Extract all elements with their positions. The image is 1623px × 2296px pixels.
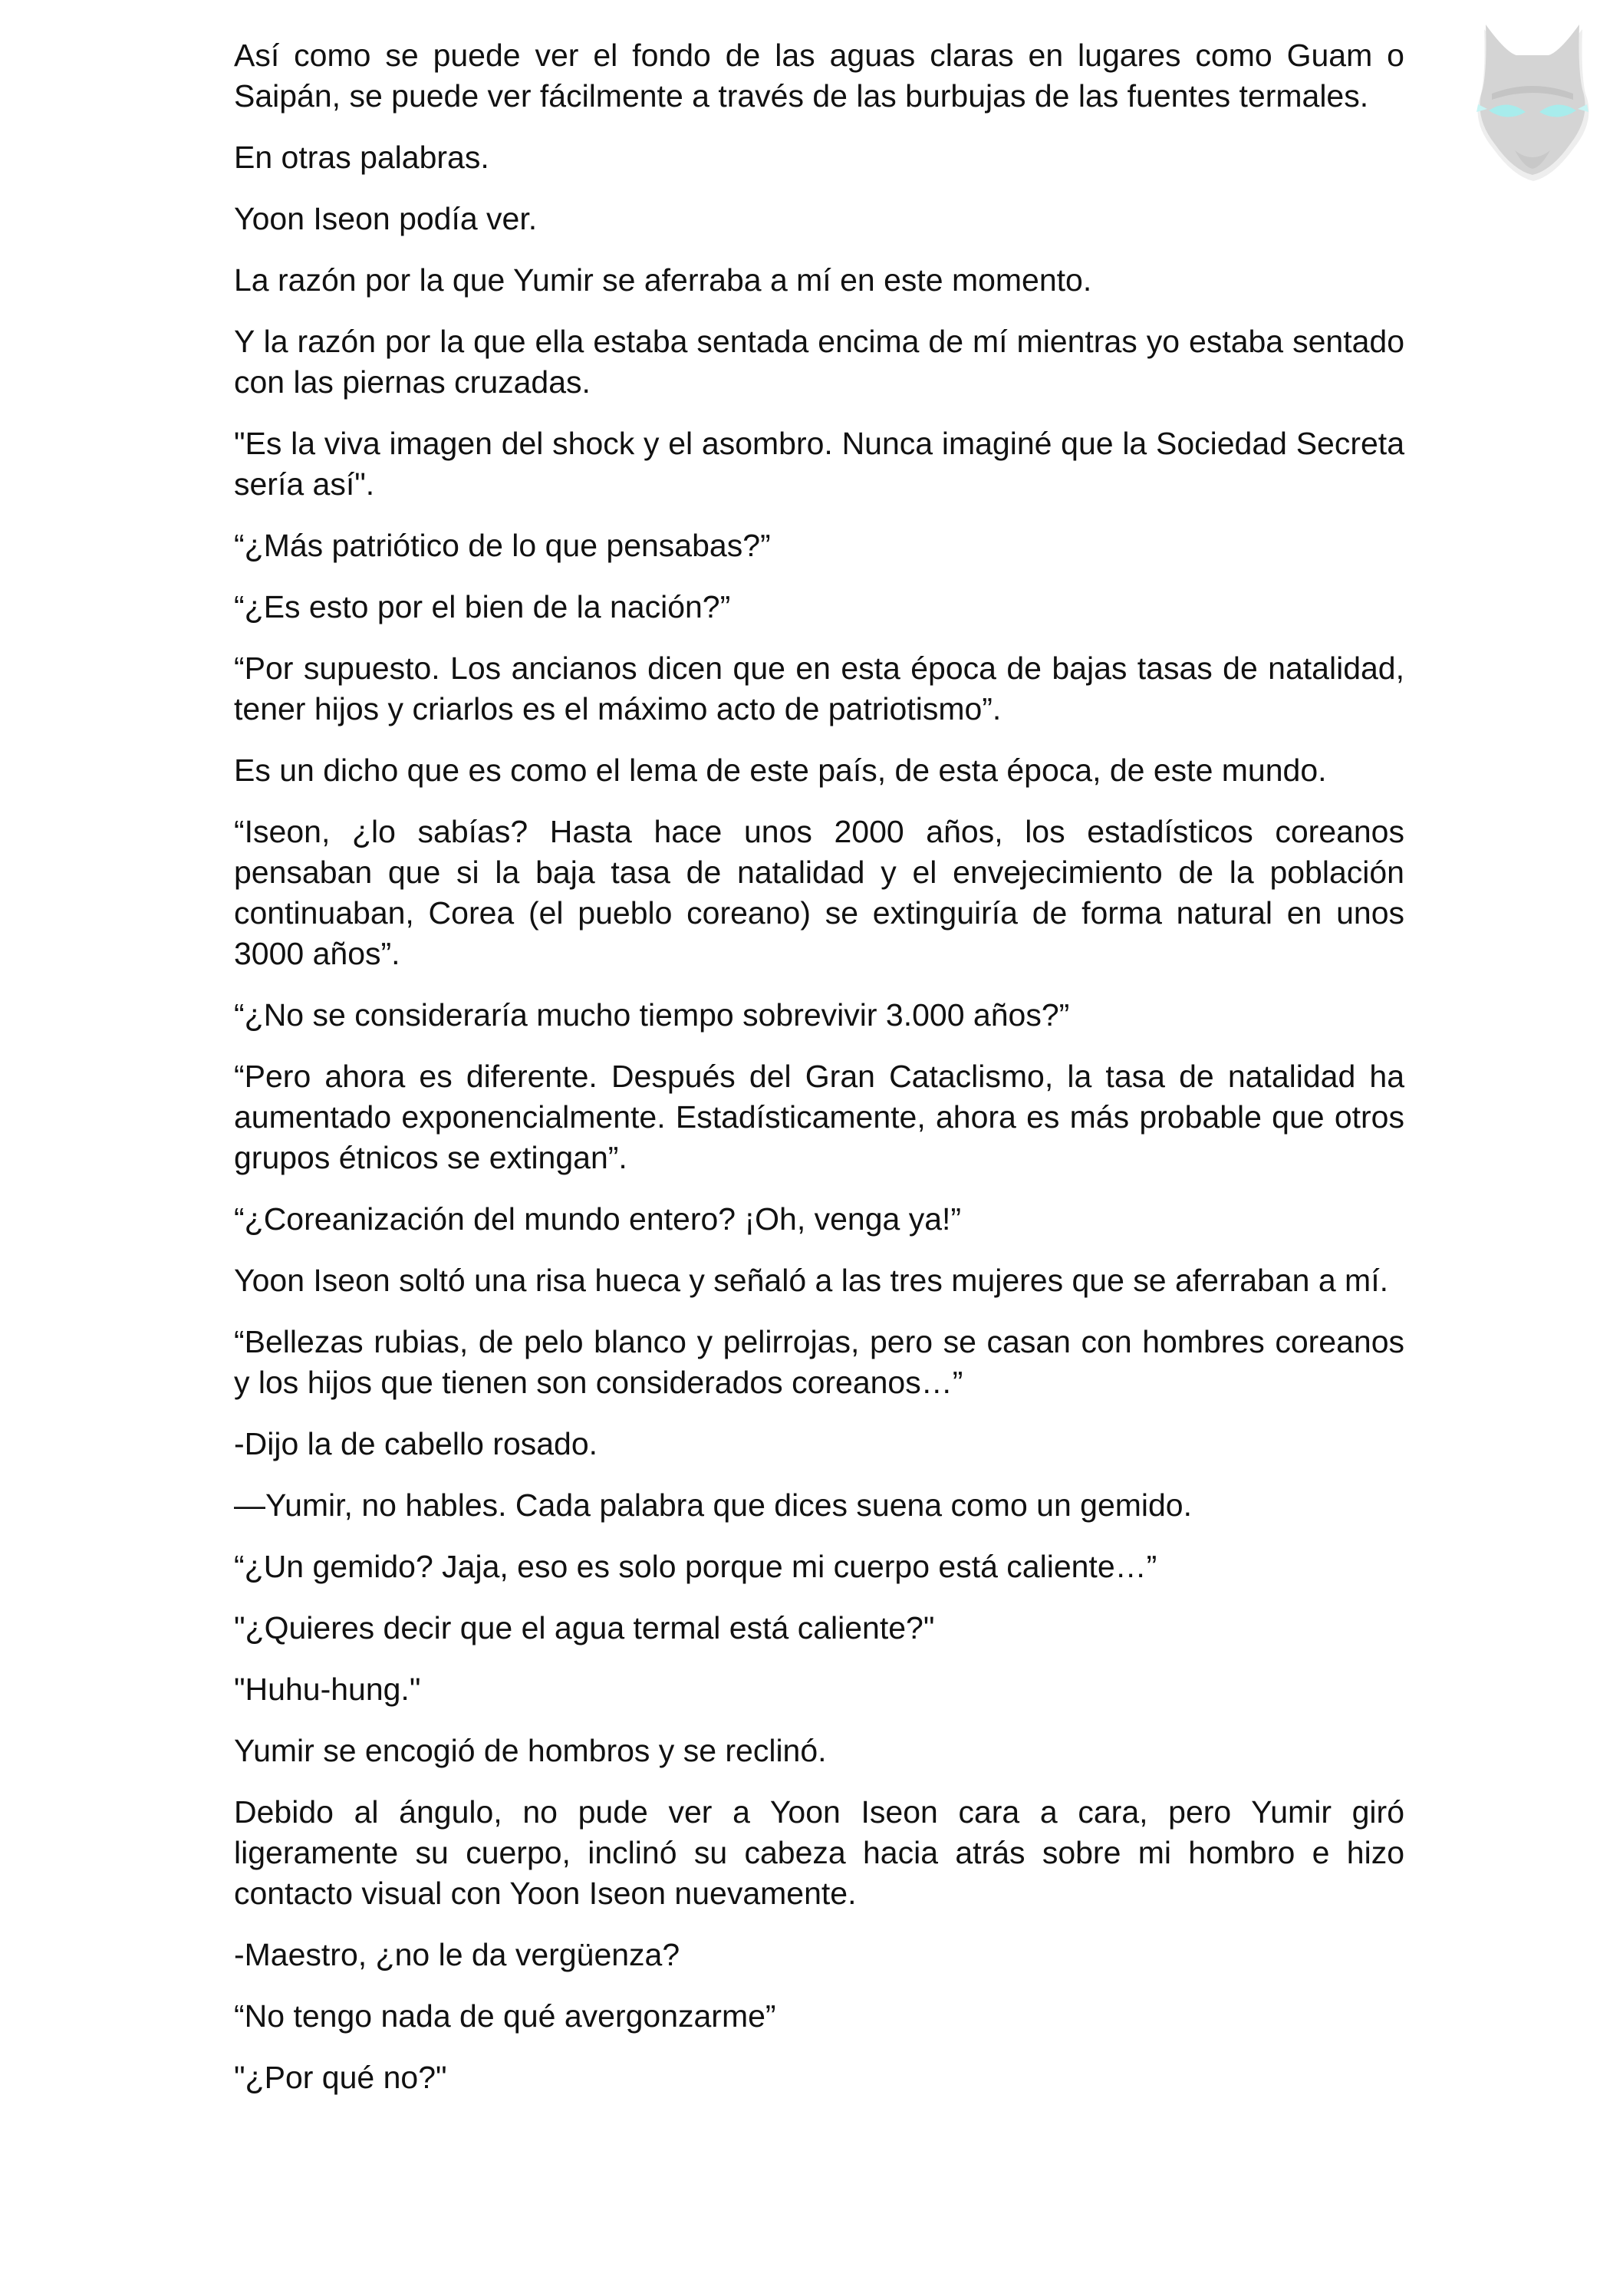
paragraph: Yumir se encogió de hombros y se reclinó.	[234, 1733, 827, 1768]
paragraph: La razón por la que Yumir se aferraba a mí en este momento.	[234, 262, 1092, 298]
paragraph: “¿Más patriótico de lo que pensabas?”	[234, 528, 771, 563]
paragraph: “Bellezas rubias, de pelo blanco y pelirrojas, pero se casan con hombres coreanos y los hijos que tienen son considerados coreanos…”	[234, 1324, 1404, 1400]
paragraph: "¿Quieres decir que el agua termal está caliente?"	[234, 1610, 935, 1645]
paragraph: “¿Un gemido? Jaja, eso es solo porque mi cuerpo está caliente…”	[234, 1549, 1157, 1584]
paragraph: “¿Es esto por el bien de la nación?”	[234, 589, 731, 624]
paragraph: “¿Coreanización del mundo entero? ¡Oh, venga ya!”	[234, 1201, 962, 1237]
paragraph: “No tengo nada de qué avergonzarme”	[234, 1998, 776, 2034]
demon-head-logo-icon	[1461, 14, 1603, 190]
paragraph: Yoon Iseon podía ver.	[234, 201, 538, 236]
paragraph: Y la razón por la que ella estaba sentada encima de mí mientras yo estaba sentado con las piernas cruzadas.	[234, 324, 1404, 400]
paragraph: —Yumir, no hables. Cada palabra que dices suena como un gemido.	[234, 1487, 1192, 1523]
paragraph: Así como se puede ver el fondo de las aguas claras en lugares como Guam o Saipán, se puede ver fácilmente a través de las burbujas de las fuentes termales.	[234, 38, 1404, 114]
paragraph: -Dijo la de cabello rosado.	[234, 1426, 598, 1461]
paragraph: “Pero ahora es diferente. Después del Gran Cataclismo, la tasa de natalidad ha aumentado exponencialmente. Estadísticamente, ahora es más probable que otros grupos étnicos se extingan”.	[234, 1059, 1404, 1175]
paragraph: Debido al ángulo, no pude ver a Yoon Iseon cara a cara, pero Yumir giró ligeramente su cuerpo, inclinó su cabeza hacia atrás sobre mi hombro e hizo contacto visual con Yoon Iseon nuevamente.	[234, 1794, 1404, 1911]
paragraph: “¿No se consideraría mucho tiempo sobrevivir 3.000 años?”	[234, 997, 1070, 1033]
document-body	[234, 35, 1404, 2098]
paragraph: “Iseon, ¿lo sabías? Hasta hace unos 2000 años, los estadísticos coreanos pensaban que si la baja tasa de natalidad y el envejecimiento de la población continuaban, Corea (el pueblo coreano) se extinguiría de forma natural en unos 3000 años”.	[234, 814, 1404, 971]
paragraph: Es un dicho que es como el lema de este país, de esta época, de este mundo.	[234, 753, 1327, 788]
paragraph: -Maestro, ¿no le da vergüenza?	[234, 1937, 680, 1972]
paragraph: "Huhu-hung."	[234, 1672, 421, 1707]
paragraph: Yoon Iseon soltó una risa hueca y señaló a las tres mujeres que se aferraban a mí.	[234, 1263, 1388, 1298]
paragraph: “Por supuesto. Los ancianos dicen que en esta época de bajas tasas de natalidad, tener hijos y criarlos es el máximo acto de patriotismo”.	[234, 651, 1404, 726]
paragraph: "Es la viva imagen del shock y el asombro. Nunca imaginé que la Sociedad Secreta sería así".	[234, 426, 1404, 502]
paragraph: En otras palabras.	[234, 140, 489, 175]
paragraph: "¿Por qué no?"	[234, 2060, 447, 2095]
